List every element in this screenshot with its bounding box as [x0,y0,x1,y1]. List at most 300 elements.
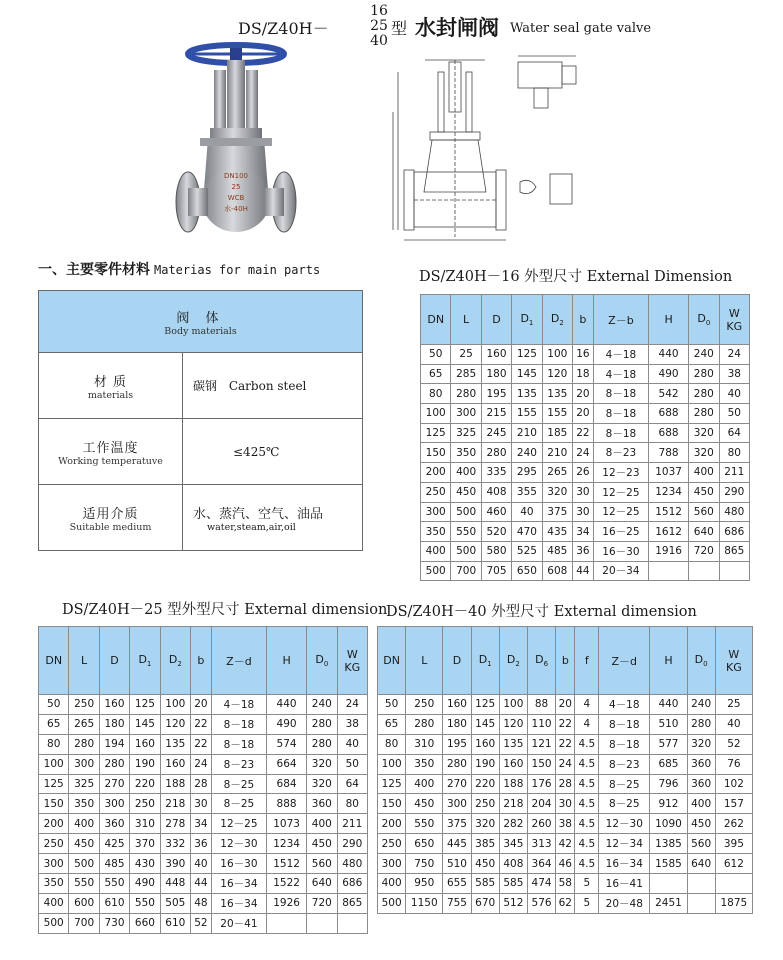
table-cell: 50 [421,345,451,365]
table-cell: 52 [191,913,212,933]
table-cell: 520 [481,522,511,542]
table-cell: 8－25 [211,794,266,814]
t25-header-h: H [267,627,307,695]
table-cell: 285 [451,364,481,384]
table-cell: 650 [512,561,542,581]
t16-header-dn: DN [421,295,451,345]
table-cell: 4.5 [575,734,599,754]
table-cell: 50 [337,754,367,774]
dimension-table-25 [38,626,368,934]
table-cell: 121 [527,734,555,754]
table-cell: 400 [307,814,337,834]
table-cell: 25 [451,345,481,365]
table-cell: 550 [99,874,129,894]
table-cell: 278 [160,814,190,834]
table-cell: 500 [39,913,69,933]
table-cell: 8－18 [599,734,650,754]
t40-header-d2: $D_2$ [499,627,527,695]
body-mark-2: 25 [231,183,241,191]
table-cell: 408 [499,854,527,874]
table-cell: 262 [715,814,752,834]
t40-header-d0: $D_0$ [687,627,715,695]
table-cell: 700 [69,913,99,933]
table-cell: 1512 [649,502,689,522]
table-cell: 360 [687,774,715,794]
table-cell: 12－23 [593,463,648,483]
t40-header-d1: $D_1$ [471,627,499,695]
table-cell: 280 [451,384,481,404]
table-cell: 155 [512,404,542,424]
section-materials-en: Materias for main parts [154,263,321,277]
table-cell: 125 [421,423,451,443]
table-cell: 313 [527,834,555,854]
table-cell [337,913,367,933]
table-cell: 195 [443,734,471,754]
table-cell: 400 [451,463,481,483]
table-cell: 280 [687,714,715,734]
table-cell: 125 [471,695,499,715]
table-cell: 460 [481,502,511,522]
table-cell: 1585 [650,854,687,874]
table-cell: 88 [527,695,555,715]
table-cell: 65 [39,714,69,734]
table-cell: 440 [650,695,687,715]
table-cell: 100 [542,345,572,365]
table-cell: 280 [689,404,719,424]
table-cell: 16 [573,345,594,365]
table-row [421,345,750,365]
dimension-table-16 [420,294,750,581]
table-cell: 16－25 [593,522,648,542]
table-cell: 46 [556,854,575,874]
table-cell: 20 [573,404,594,424]
page-header [0,4,783,54]
table-cell: 560 [689,502,719,522]
t16-header-h: H [649,295,689,345]
table-cell: 180 [481,364,511,384]
table-row [421,443,750,463]
table-cell: 640 [689,522,719,542]
table-cell: 20 [573,384,594,404]
table-cell: 1037 [649,463,689,483]
table-row [378,734,753,754]
table-row [39,714,368,734]
t40-header-z-d: Z－d [599,627,650,695]
table-row [39,695,368,715]
table-cell: 1073 [267,814,307,834]
table-cell: 211 [337,814,367,834]
table-cell: 295 [512,463,542,483]
table-cell: 24 [719,345,749,365]
table-cell: 215 [481,404,511,424]
table-cell: 28 [191,774,212,794]
table-cell: 125 [39,774,69,794]
table-row [378,714,753,734]
table-cell: 385 [471,834,499,854]
table-cell: 320 [307,754,337,774]
table-cell: 290 [337,834,367,854]
table-row [421,541,750,561]
table-cell: 755 [443,893,471,913]
table-cell: 120 [499,714,527,734]
table-cell: 220 [130,774,160,794]
table-cell: 4.5 [575,854,599,874]
table-row [378,814,753,834]
table-cell: 8－23 [593,443,648,463]
table-cell: 240 [512,443,542,463]
table-cell: 350 [421,522,451,542]
table-cell: 210 [542,443,572,463]
table-row [378,695,753,715]
table-cell: 38 [719,364,749,384]
table-cell: 300 [421,502,451,522]
t25-header-w-kg: W KG [337,627,367,695]
table-cell: 12－30 [211,834,266,854]
table-cell: 350 [69,794,99,814]
table-cell: 325 [451,423,481,443]
table-cell: 280 [307,714,337,734]
table-cell: 102 [715,774,752,794]
temperature-label-en: Working temperatuve [58,455,163,467]
table-cell [687,893,715,913]
table-cell: 218 [499,794,527,814]
table-cell: 150 [378,794,406,814]
t16-caption: DS/Z40H－16 外型尺寸 External Dimension [419,269,733,285]
table-cell: 542 [649,384,689,404]
table-cell: 400 [689,463,719,483]
table-cell: 280 [689,384,719,404]
table-cell: 335 [481,463,511,483]
table-cell: 435 [542,522,572,542]
table-cell: 20 [556,695,575,715]
table-cell: 22 [191,714,212,734]
t40-header-d6: $D_6$ [527,627,555,695]
table-cell: 685 [650,754,687,774]
medium-label-cell [39,485,183,551]
table-cell: 585 [499,874,527,894]
table-cell: 12－34 [599,834,650,854]
table-cell: 470 [512,522,542,542]
table-cell: 395 [715,834,752,854]
table-cell: 18 [573,364,594,384]
table-cell: 22 [556,714,575,734]
table-cell: 240 [687,695,715,715]
table-row [421,463,750,483]
table-cell: 290 [719,482,749,502]
table-cell [687,874,715,894]
table-cell: 360 [687,754,715,774]
temperature-label-cell [39,419,183,485]
materials-value-en: Carbon steel [228,379,307,393]
pressure-stack [368,4,390,49]
table-cell: 640 [687,854,715,874]
table-cell: 20 [191,695,212,715]
table-cell: 355 [512,482,542,502]
t40-header-b: b [556,627,575,695]
table-cell: 4－18 [211,695,266,715]
table-cell: 4.5 [575,774,599,794]
medium-value-cell [183,485,363,551]
materials-table [38,290,363,551]
materials-header-en: Body materials [164,325,237,337]
table-row [421,482,750,502]
medium-label-en: Suitable medium [69,521,152,533]
table-cell: 16－34 [599,854,650,874]
table-cell: 8－18 [593,384,648,404]
table-cell: 688 [649,404,689,424]
table-cell [715,874,752,894]
table-cell: 912 [650,794,687,814]
table-cell: 350 [451,443,481,463]
table-row [39,874,368,894]
table-cell: 64 [719,423,749,443]
table-cell: 204 [527,794,555,814]
table-cell: 220 [471,774,499,794]
table-cell: 500 [451,502,481,522]
table-cell: 686 [719,522,749,542]
table-cell: 120 [542,364,572,384]
table-cell: 686 [337,874,367,894]
table-cell: 865 [719,541,749,561]
table-cell: 1234 [267,834,307,854]
table-cell: 145 [471,714,499,734]
table-cell: 270 [443,774,471,794]
table-cell: 20－34 [593,561,648,581]
table-cell: 400 [378,874,406,894]
table-cell: 450 [687,814,715,834]
table-row [39,814,368,834]
table-cell [267,913,307,933]
table-cell: 450 [451,482,481,502]
table-cell: 5 [575,893,599,913]
table-cell: 560 [307,854,337,874]
medium-value-cn: 水、蒸汽、空气、油品 [193,506,324,522]
table-row [39,854,368,874]
table-cell: 8－18 [593,404,648,424]
table-cell: 550 [130,893,160,913]
table-cell: 8－23 [599,754,650,774]
table-cell: 28 [556,774,575,794]
table-cell: 100 [499,695,527,715]
table-row [39,794,368,814]
table-cell: 280 [69,734,99,754]
table-cell: 1150 [406,893,443,913]
table-cell: 160 [443,695,471,715]
body-mark-1: DN100 [224,172,248,180]
table-cell: 390 [160,854,190,874]
table-cell: 20－48 [599,893,650,913]
t40-caption: DS/Z40H－40 外型尺寸 External dimension [386,604,697,620]
table-cell: 560 [687,834,715,854]
table-cell: 490 [130,874,160,894]
table-cell: 325 [69,774,99,794]
table-row [39,913,368,933]
table-cell: 250 [471,794,499,814]
table-cell: 320 [689,423,719,443]
table-cell: 195 [481,384,511,404]
table-cell: 80 [378,734,406,754]
table-cell: 300 [443,794,471,814]
table-row [378,794,753,814]
table-cell: 40 [191,854,212,874]
table-cell: 500 [421,561,451,581]
table-cell: 24 [556,754,575,774]
table-cell: 4.5 [575,754,599,774]
table-cell: 210 [512,423,542,443]
table-cell: 12－25 [593,482,648,502]
table-cell: 24 [573,443,594,463]
table-cell: 176 [527,774,555,794]
table-cell: 440 [649,345,689,365]
table-cell: 26 [573,463,594,483]
table-cell: 300 [69,754,99,774]
table-cell: 1090 [650,814,687,834]
table-cell: 280 [481,443,511,463]
table-cell: 610 [99,893,129,913]
materials-label-cell [39,353,183,419]
table-cell: 480 [337,854,367,874]
table-cell: 320 [687,734,715,754]
table-cell: 30 [556,794,575,814]
table-cell: 185 [542,423,572,443]
table-cell: 80 [337,794,367,814]
table-cell: 370 [130,834,160,854]
table-cell: 8－18 [211,734,266,754]
materials-value-cn: 碳钢 [193,379,218,393]
table-cell: 440 [267,695,307,715]
table-cell [307,913,337,933]
table-cell: 24 [337,695,367,715]
table-cell: 1612 [649,522,689,542]
table-cell: 16－34 [211,893,266,913]
table-cell: 650 [406,834,443,854]
table-cell: 5 [575,874,599,894]
table-cell: 188 [499,774,527,794]
table-cell: 332 [160,834,190,854]
table-cell: 580 [481,541,511,561]
table-cell: 474 [527,874,555,894]
t40-header-d: D [443,627,471,695]
table-cell: 150 [527,754,555,774]
table-row [39,754,368,774]
medium-label-cn: 适用介质 [82,506,139,522]
table-cell: 240 [307,695,337,715]
pressure-40: 40 [370,33,388,49]
table-cell: 80 [421,384,451,404]
temperature-label-cn: 工作温度 [82,440,139,456]
model-suffix: 型 [391,19,408,38]
table-cell: 250 [69,695,99,715]
valve-photo [170,40,300,245]
t25-caption: DS/Z40H－25 型外型尺寸 External dimension [62,602,388,618]
table-cell: 16－41 [599,874,650,894]
table-cell: 450 [307,834,337,854]
table-cell: 655 [443,874,471,894]
table-cell: 360 [307,794,337,814]
table-cell: 8－25 [211,774,266,794]
temperature-value-cell [183,419,363,485]
table-cell: 1512 [267,854,307,874]
table-cell: 450 [689,482,719,502]
table-cell: 22 [573,423,594,443]
table-cell: 145 [512,364,542,384]
table-cell: 400 [421,541,451,561]
table-cell [650,874,687,894]
t16-header-d2: $D_2$ [542,295,572,345]
table-cell: 65 [421,364,451,384]
table-cell: 750 [406,854,443,874]
table-row [378,874,753,894]
table-cell: 310 [406,734,443,754]
table-cell: 150 [421,443,451,463]
table-cell: 280 [307,734,337,754]
table-cell: 250 [378,834,406,854]
table-cell: 22 [191,734,212,754]
table-cell: 2451 [650,893,687,913]
table-cell: 250 [39,834,69,854]
t25-header-d2: $D_2$ [160,627,190,695]
table-cell: 160 [130,734,160,754]
table-cell: 660 [130,913,160,933]
table-cell: 8－18 [211,714,266,734]
table-cell: 300 [451,404,481,424]
table-cell: 430 [130,854,160,874]
table-row [421,561,750,581]
table-cell: 705 [481,561,511,581]
table-cell: 42 [556,834,575,854]
table-cell: 110 [527,714,555,734]
pressure-16: 16 [370,3,388,19]
table-cell: 30 [191,794,212,814]
materials-header-cn: 阀 体 [176,310,225,326]
table-row [39,734,368,754]
table-cell: 360 [99,814,129,834]
table-cell: 500 [378,893,406,913]
table-cell: 8－18 [599,714,650,734]
t25-header-z-d: Z－d [211,627,266,695]
table-cell: 8－23 [211,754,266,774]
section-materials-title [38,259,320,279]
table-cell: 135 [160,734,190,754]
table-cell: 510 [443,854,471,874]
materials-value-cell [183,353,363,419]
table-cell: 490 [267,714,307,734]
table-cell: 4.5 [575,814,599,834]
table-cell: 300 [39,854,69,874]
table-cell: 200 [421,463,451,483]
table-cell: 450 [69,834,99,854]
table-cell: 1875 [715,893,752,913]
table-cell: 1522 [267,874,307,894]
table-cell: 44 [573,561,594,581]
table-cell: 950 [406,874,443,894]
table-cell: 157 [715,794,752,814]
title-en: Water seal gate valve [510,21,652,36]
table-cell: 250 [130,794,160,814]
model-prefix: DS/Z40H－ [238,19,329,38]
table-cell: 1385 [650,834,687,854]
t25-header-b: b [191,627,212,695]
table-cell: 100 [39,754,69,774]
table-cell [719,561,749,581]
table-cell: 796 [650,774,687,794]
table-cell: 180 [99,714,129,734]
table-cell: 50 [719,404,749,424]
table-cell: 25 [715,695,752,715]
table-cell: 4.5 [575,794,599,814]
table-cell: 120 [160,714,190,734]
table-cell: 4－18 [599,695,650,715]
